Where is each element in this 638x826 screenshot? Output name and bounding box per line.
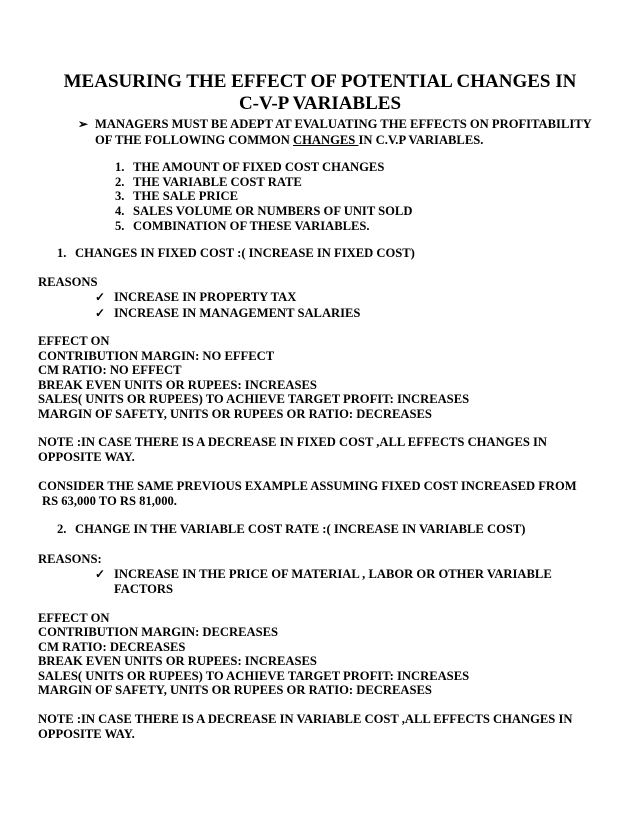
arrow-bullet-icon: ➢ (78, 117, 89, 131)
section-2-note-line-1: NOTE :IN CASE THERE IS A DECREASE IN VARIABLE COST ,ALL EFFECTS CHANGES IN (38, 712, 573, 726)
check-icon: ✓ (95, 306, 106, 320)
list-item (115, 160, 384, 175)
section-1-note-line-1: NOTE :IN CASE THERE IS A DECREASE IN FIXED COST ,ALL EFFECTS CHANGES IN (38, 435, 548, 449)
effect-item: SALES( UNITS OR RUPEES) TO ACHIEVE TARGET PROFIT: INCREASES (38, 392, 470, 406)
reason-item: INCREASE IN PROPERTY TAX (114, 290, 297, 304)
effect-item: CM RATIO: NO EFFECT (38, 363, 182, 377)
list-item (115, 219, 370, 234)
intro-underlined-word: CHANGES (293, 133, 359, 147)
effect-item: MARGIN OF SAFETY, UNITS OR RUPEES OR RATIO: DECREASES (38, 407, 432, 421)
list-item-number: 2. (115, 175, 125, 189)
intro-line-1: MANAGERS MUST BE ADEPT AT EVALUATING THE EFFECTS ON PROFITABILITY (95, 117, 592, 131)
section-1-reasons-label: REASONS (38, 275, 98, 289)
list-item (115, 189, 238, 204)
section-number: 2. (57, 522, 67, 536)
list-item-number: 4. (115, 204, 125, 218)
consider-line-2: RS 63,000 TO RS 81,000. (42, 494, 177, 508)
list-item-text: THE AMOUNT OF FIXED COST CHANGES (133, 160, 385, 174)
section-1-heading (57, 246, 415, 261)
list-item-text: SALES VOLUME OR NUMBERS OF UNIT SOLD (133, 204, 413, 218)
intro-line-2 (95, 133, 483, 148)
effect-item: CONTRIBUTION MARGIN: NO EFFECT (38, 349, 275, 363)
title-line-2: C-V-P VARIABLES (238, 93, 402, 114)
title-line-1: MEASURING THE EFFECT OF POTENTIAL CHANGES IN (63, 71, 577, 92)
section-2-note-line-2: OPPOSITE WAY. (38, 727, 135, 741)
check-icon: ✓ (95, 290, 106, 304)
section-2-effect-label: EFFECT ON (38, 611, 110, 625)
list-item-number: 5. (115, 219, 125, 233)
list-item-text: COMBINATION OF THESE VARIABLES. (133, 219, 370, 233)
list-item (115, 175, 302, 190)
list-item-text: THE SALE PRICE (133, 189, 238, 203)
section-1-effect-label: EFFECT ON (38, 334, 110, 348)
list-item-number: 1. (115, 160, 125, 174)
reason-item: INCREASE IN MANAGEMENT SALARIES (114, 306, 361, 320)
effect-item: SALES( UNITS OR RUPEES) TO ACHIEVE TARGET PROFIT: INCREASES (38, 669, 470, 683)
reason-item-line-2: FACTORS (114, 582, 174, 596)
effect-item: BREAK EVEN UNITS OR RUPEES: INCREASES (38, 654, 317, 668)
effect-item: MARGIN OF SAFETY, UNITS OR RUPEES OR RATIO: DECREASES (38, 683, 432, 697)
section-heading-text: CHANGES IN FIXED COST :( INCREASE IN FIXED COST) (75, 246, 415, 260)
list-item (115, 204, 412, 219)
consider-line-1: CONSIDER THE SAME PREVIOUS EXAMPLE ASSUMING FIXED COST INCREASED FROM (38, 479, 577, 493)
reason-item-line-1: INCREASE IN THE PRICE OF MATERIAL , LABOR OR OTHER VARIABLE (114, 567, 552, 581)
effect-item: BREAK EVEN UNITS OR RUPEES: INCREASES (38, 378, 317, 392)
section-1-note-line-2: OPPOSITE WAY. (38, 450, 135, 464)
effect-item: CONTRIBUTION MARGIN: DECREASES (38, 625, 279, 639)
section-number: 1. (57, 246, 67, 260)
list-item-text: THE VARIABLE COST RATE (133, 175, 302, 189)
effect-item: CM RATIO: DECREASES (38, 640, 186, 654)
section-heading-text: CHANGE IN THE VARIABLE COST RATE :( INCREASE IN VARIABLE COST) (75, 522, 526, 536)
list-item-number: 3. (115, 189, 125, 203)
page-title (40, 71, 600, 115)
intro-text-end: IN C.V.P VARIABLES. (358, 133, 484, 147)
section-2-reasons-label: REASONS: (38, 552, 102, 566)
check-icon: ✓ (95, 567, 106, 581)
intro-text: OF THE FOLLOWING COMMON (95, 133, 294, 147)
section-2-heading (57, 522, 525, 537)
